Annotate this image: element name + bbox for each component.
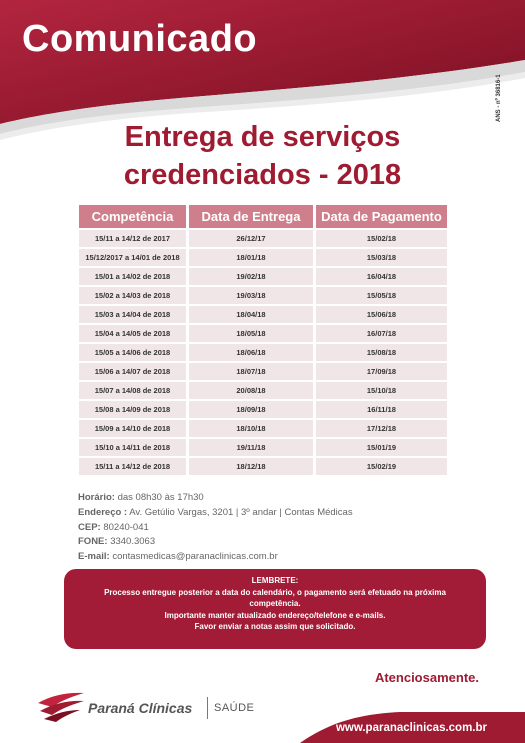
cell-data-entrega: 18/10/18 bbox=[186, 420, 313, 437]
email-value[interactable]: contasmedicas@paranaclinicas.com.br bbox=[112, 551, 278, 563]
schedule-table bbox=[79, 203, 447, 477]
page-title-line2: credenciados - 2018 bbox=[123, 159, 402, 191]
cell-competencia: 15/11 a 14/12 de 2018 bbox=[79, 458, 186, 475]
reminder-line4: Favor enviar a notas assim que solicitado. bbox=[194, 622, 356, 631]
cell-data-entrega: 19/11/18 bbox=[186, 439, 313, 456]
cell-competencia: 15/12/2017 a 14/01 de 2018 bbox=[79, 249, 186, 266]
cell-data-pagamento: 16/11/18 bbox=[313, 401, 447, 418]
table-row bbox=[79, 230, 447, 247]
endereco-label: Endereço : bbox=[78, 506, 128, 518]
cell-data-pagamento: 15/10/18 bbox=[313, 382, 447, 399]
table-row bbox=[79, 249, 447, 266]
column-header-data-pagamento: Data de Pagamento bbox=[313, 205, 447, 228]
reminder-box bbox=[64, 569, 486, 649]
fone-value: 3340.3063 bbox=[110, 536, 156, 548]
fone-line bbox=[78, 535, 353, 550]
reminder-line2: competência. bbox=[249, 599, 301, 608]
cell-data-pagamento: 15/03/18 bbox=[313, 249, 447, 266]
cell-data-entrega: 19/03/18 bbox=[186, 287, 313, 304]
cell-data-pagamento: 16/04/18 bbox=[313, 268, 447, 285]
cep-value: 80240-041 bbox=[103, 521, 149, 533]
cell-data-pagamento: 15/06/18 bbox=[313, 306, 447, 323]
cell-competencia: 15/03 a 14/04 de 2018 bbox=[79, 306, 186, 323]
cell-competencia: 15/02 a 14/03 de 2018 bbox=[79, 287, 186, 304]
ans-registration bbox=[496, 62, 508, 122]
table-row bbox=[79, 325, 447, 342]
reminder-line1: Processo entregue posterior a data do calendário, o pagamento será efetuado na próxima bbox=[104, 587, 446, 597]
cell-data-pagamento: 17/12/18 bbox=[313, 420, 447, 437]
cell-data-entrega: 19/02/18 bbox=[186, 268, 313, 285]
reminder-line3: Importante manter atualizado endereço/telefone e e-mails. bbox=[164, 610, 386, 620]
table-row bbox=[79, 420, 447, 437]
endereco-value: Av. Getúlio Vargas, 3201 | 3º andar | Contas Médicas bbox=[129, 506, 353, 518]
cell-data-pagamento: 17/09/18 bbox=[313, 363, 447, 380]
table-row bbox=[79, 344, 447, 361]
table-header-row bbox=[79, 205, 447, 228]
cell-data-entrega: 18/06/18 bbox=[186, 344, 313, 361]
cell-data-entrega: 18/07/18 bbox=[186, 363, 313, 380]
cell-competencia: 15/10 a 14/11 de 2018 bbox=[79, 439, 186, 456]
cell-data-pagamento: 15/02/18 bbox=[313, 230, 447, 247]
fone-label: FONE: bbox=[78, 536, 108, 548]
table-row bbox=[79, 401, 447, 418]
cep-line bbox=[78, 521, 353, 536]
cell-data-pagamento: 15/05/18 bbox=[313, 287, 447, 304]
contact-info bbox=[78, 491, 353, 565]
cell-data-entrega: 26/12/17 bbox=[186, 230, 313, 247]
table-row bbox=[79, 287, 447, 304]
cell-data-entrega: 18/04/18 bbox=[186, 306, 313, 323]
cell-competencia: 15/04 a 14/05 de 2018 bbox=[79, 325, 186, 342]
cell-competencia: 15/07 a 14/08 de 2018 bbox=[79, 382, 186, 399]
cell-competencia: 15/06 a 14/07 de 2018 bbox=[79, 363, 186, 380]
cell-data-entrega: 18/12/18 bbox=[186, 458, 313, 475]
cell-competencia: 15/01 a 14/02 de 2018 bbox=[79, 268, 186, 285]
ans-code: ANS - nº 36816-1 bbox=[496, 74, 502, 122]
cell-data-entrega: 18/01/18 bbox=[186, 249, 313, 266]
cell-data-entrega: 20/08/18 bbox=[186, 382, 313, 399]
cell-competencia: 15/08 a 14/09 de 2018 bbox=[79, 401, 186, 418]
column-header-competencia: Competência bbox=[79, 205, 186, 228]
table-row bbox=[79, 458, 447, 475]
cell-competencia: 15/05 a 14/06 de 2018 bbox=[79, 344, 186, 361]
table-row bbox=[79, 268, 447, 285]
reminder-title: LEMBRETE: bbox=[251, 576, 299, 585]
email-line bbox=[78, 550, 353, 565]
cell-competencia: 15/11 a 14/12 de 2017 bbox=[79, 230, 186, 247]
cell-competencia: 15/09 a 14/10 de 2018 bbox=[79, 420, 186, 437]
cell-data-pagamento: 15/08/18 bbox=[313, 344, 447, 361]
cell-data-pagamento: 15/01/19 bbox=[313, 439, 447, 456]
table-row bbox=[79, 439, 447, 456]
cell-data-entrega: 18/09/18 bbox=[186, 401, 313, 418]
page-title-line1: Entrega de serviços bbox=[124, 121, 401, 153]
logo-separator bbox=[207, 697, 208, 719]
closing-text: Atenciosamente. bbox=[374, 670, 479, 685]
cell-data-pagamento: 15/02/19 bbox=[313, 458, 447, 475]
horario-value: das 08h30 às 17h30 bbox=[117, 492, 204, 503]
cell-data-pagamento: 16/07/18 bbox=[313, 325, 447, 342]
horario-line bbox=[78, 491, 353, 506]
column-header-data-entrega: Data de Entrega bbox=[186, 205, 313, 228]
logo-name: Paraná Clínicas bbox=[88, 700, 193, 716]
cell-data-entrega: 18/05/18 bbox=[186, 325, 313, 342]
logo-saude: SAÚDE bbox=[214, 702, 255, 714]
table-row bbox=[79, 363, 447, 380]
table-row bbox=[79, 382, 447, 399]
email-label: E-mail: bbox=[78, 551, 110, 563]
endereco-line bbox=[78, 506, 353, 521]
table-row bbox=[79, 306, 447, 323]
footer-url[interactable]: www.paranaclinicas.com.br bbox=[335, 722, 487, 734]
cep-label: CEP: bbox=[78, 521, 101, 533]
table-body bbox=[79, 230, 447, 475]
header-title: Comunicado bbox=[22, 18, 258, 60]
horario-label: Horário: bbox=[78, 492, 115, 503]
